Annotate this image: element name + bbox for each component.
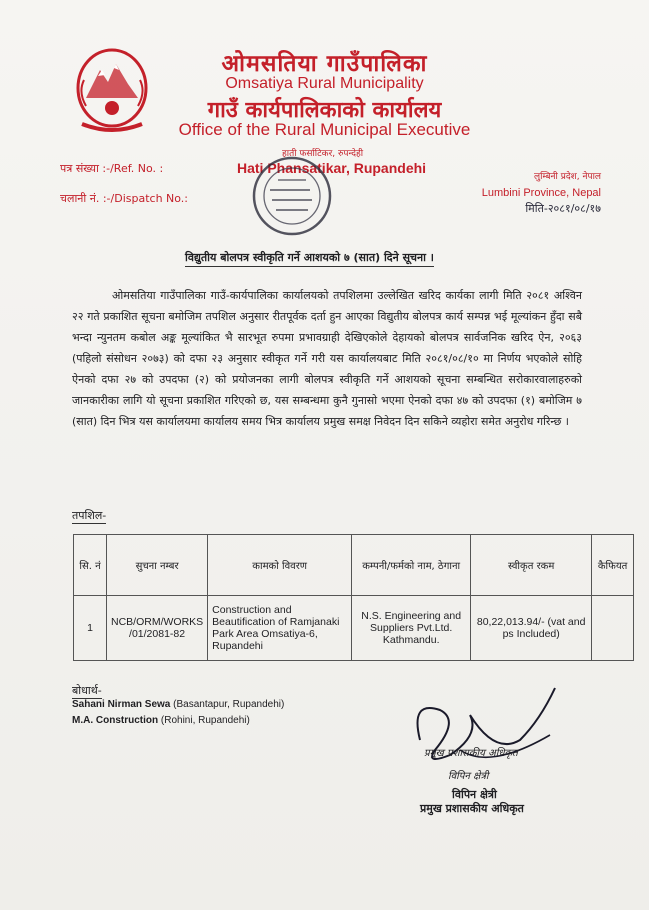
municipality-name-en: Omsatiya Rural Municipality [225,75,424,92]
col-notice-no: सुचना नम्बर [107,535,208,596]
cell-sn: 1 [74,596,107,661]
cc-address: (Basantapur, Rupandehi) [173,699,285,710]
location-en: Hati Phansatikar, Rupandehi [237,160,427,176]
cc-item [72,715,250,726]
signature-icon [400,680,580,790]
municipality-name-np: ओमसतिया गाउँपालिका [221,51,428,77]
office-name-en: Office of the Rural Municipal Executive [178,120,471,139]
col-sn: सि. नं [74,535,107,596]
ref-no-label: पत्र संख्या :-/Ref. No. : [60,162,164,175]
cc-label: बोधार्थ- [72,684,102,697]
details-label: तपशिल- [72,509,107,522]
letter-date: मिति-२०८१/०८/१७ [525,202,601,215]
table-header-row [74,535,634,596]
award-table [73,534,634,661]
cell-remarks [592,596,634,661]
col-amount: स्वीकृत रकम [471,535,592,596]
cell-amount: 80,22,013.94/- (vat and ps Included) [471,596,592,661]
cc-item [72,699,284,710]
signatory-name: विपिन क्षेत्री [452,788,497,801]
cc-address: (Rohini, Rupandehi) [160,715,250,726]
cc-name: Sahani Nirman Sewa [72,699,171,710]
signature-hand-title: प्रमुख प्रशासकीय अधिकृत [424,748,518,759]
location-np: हाती फर्साटिकर, रुपन्देही [282,149,364,159]
signatory-title: प्रमुख प्रशासकीय अधिकृत [420,802,524,815]
col-work: कामको विवरण [208,535,352,596]
signature-hand-name: विपिन क्षेत्री [448,771,489,782]
cell-notice-no: NCB/ORM/WORKS /01/2081-82 [107,596,208,661]
province-en: Lumbini Province, Nepal [481,187,601,199]
office-stamp-icon [240,150,340,245]
province-np: लुम्बिनी प्रदेश, नेपाल [534,172,601,182]
cell-work: Construction and Beautification of Ramjanaki Park Area Omsatiya-6, Rupandehi [208,596,352,661]
table-row [74,596,634,661]
notice-subject: विद्युतीय बोलपत्र स्वीकृति गर्ने आशयको ७ (सात) दिने सूचना । [185,250,434,267]
cell-company: N.S. Engineering and Suppliers Pvt.Ltd. Kathmandu. [352,596,471,661]
dispatch-no-label: चलानी नं. :-/Dispatch No.: [60,192,188,205]
cc-name: M.A. Construction [72,715,159,726]
notice-body: ओमसतिया गाउँपालिका गाउँ-कार्यपालिका कार्यालयको तपशिलमा उल्लेखित खरिद कार्यका लागी मिति २०८१ अश्विन २२ गते प्रकाशित सूचना बमोजिम तपशिल अनुसार रीतपूर्वक दर्ता हुन आएका विद्युतीय बोलपत्र कार्य सम्पन्न भई मूल्यांकन हुँदा सबै भन्दा न्युनतम कबोल अङ्क मूल्यांकित भै सारभूत रुपमा प्रभावग्राही देखिएकोले देहायको बोलपत्र सार्वजनिक खरिद ऐन, २०६३ (पहिलो संसोधन २०७३) को दफा २३ अनुसार स्वीकृत गर्ने गरी यस कार्यालयबाट मिति २०८१/०८/१० मा निर्णय भएकोले सोहि ऐनको दफा २७ को उपदफा (२) को प्रयोजनका लागी बोलपत्र स्वीकृति गर्ने आशयको सूचना सम्बन्धित सरोकारवालाहरुको जानकारीका लागि यो सूचना प्रकाशित गरिएको छ, यस सम्बन्धमा कुनै गुनासो भएमा ऐनको दफा ४७ को उपदफा (१) बमोजिम ७ (सात) दिन भित्र यस कार्यालयमा कार्यालय समय भित्र कार्यालय प्रमुख समक्ष निवेदन दिन सकिने व्यहोरा समेत अनुरोध गरिन्छ । [72,289,582,428]
col-remarks: कैफियत [592,535,634,596]
office-name-np: गाउँ कार्यपालिकाको कार्यालय [207,98,442,123]
col-company: कम्पनी/फर्मको नाम, ठेगाना [352,535,471,596]
